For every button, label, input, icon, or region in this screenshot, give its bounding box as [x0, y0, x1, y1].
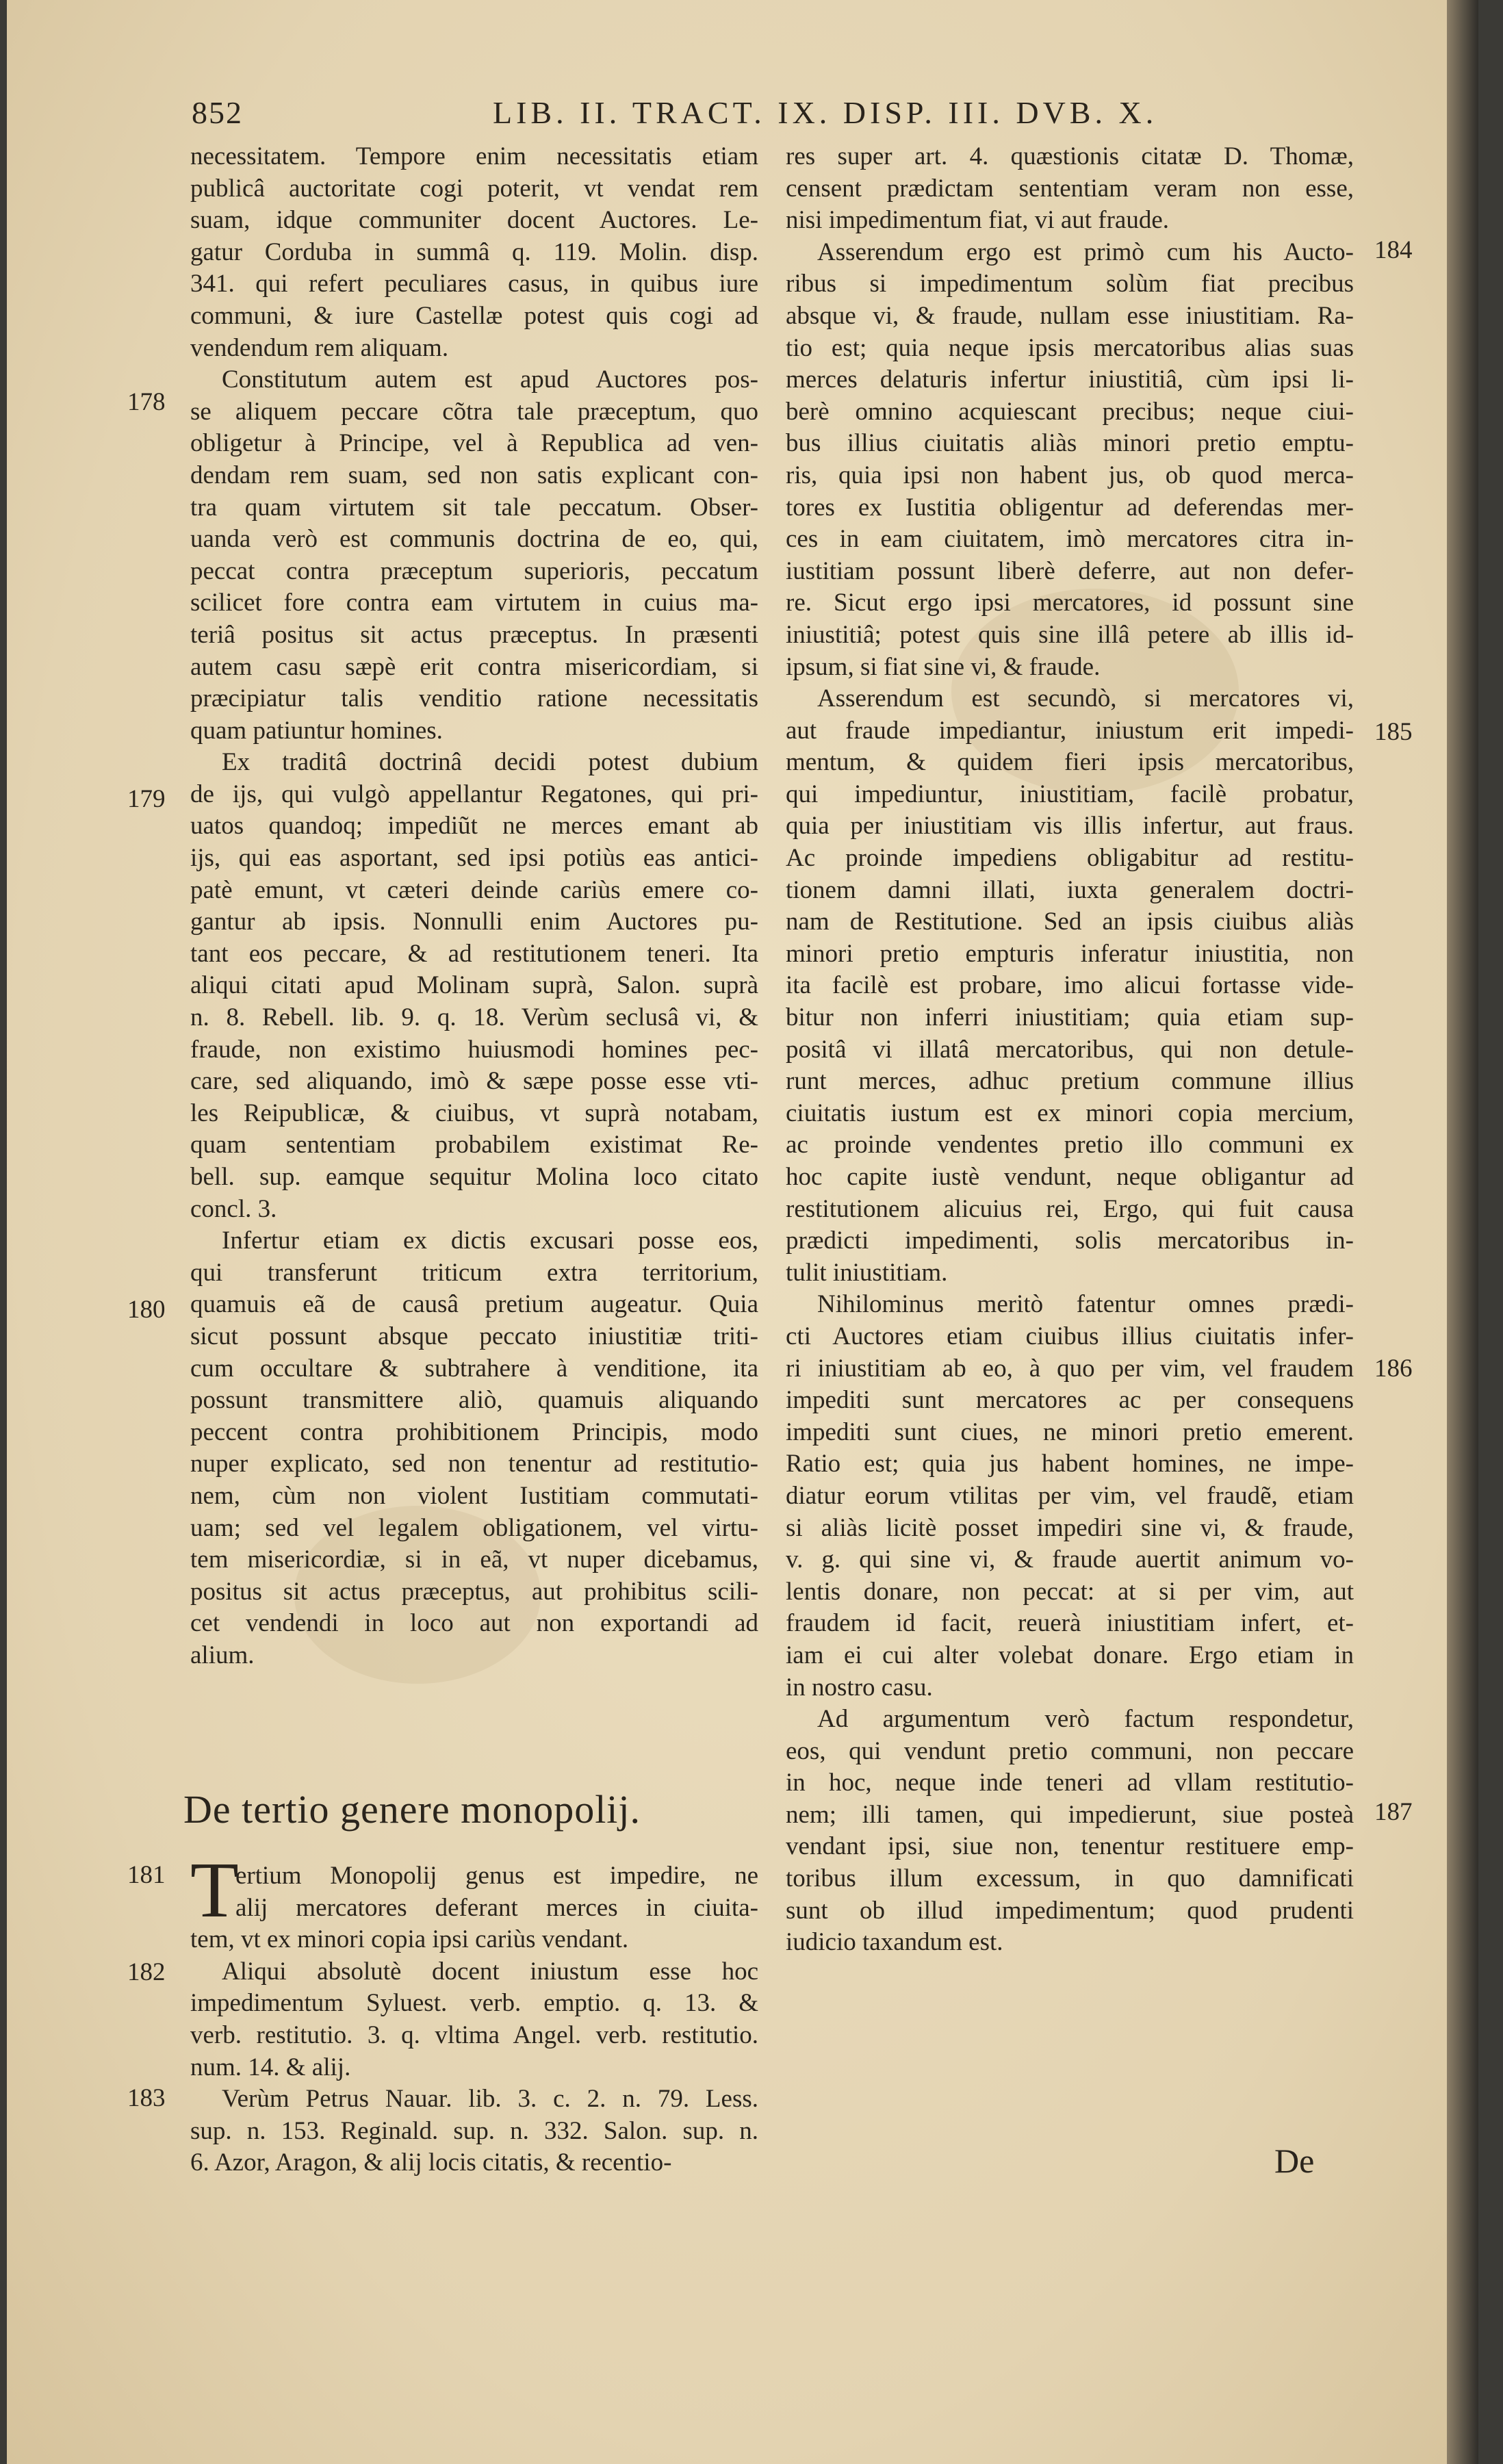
text-line: ribus si impedimentum solùm fiat precibus [786, 270, 1354, 298]
text-line: n. 8. Rebell. lib. 9. q. 18. Verùm seclusâ vi, & [190, 1003, 758, 1032]
text-line: vendendum rem aliquam. [190, 333, 449, 362]
text-line: quam sententiam probabilem existimat Re- [190, 1131, 758, 1159]
text-line: tores ex Iustitia obligentur ad deferendas mer- [786, 493, 1354, 522]
text-line: tulit iniustitiam. [786, 1258, 948, 1287]
text-line: iustitiam possunt liberè deferre, aut non defer- [786, 556, 1354, 585]
text-line: ciuitatis iustum est ex minori copia mercium, [786, 1099, 1354, 1127]
text-line: bus illius ciuitatis aliàs minori pretio emptu- [786, 429, 1354, 458]
text-line: quia per iniustitiam vis illis infertur, aut fraus. [786, 812, 1354, 840]
text-line: ac proinde vendentes pretio illo communi ex [786, 1131, 1354, 1159]
text-line: aut fraude impediantur, iniustum erit impedi- [786, 716, 1354, 745]
text-line: toribus illum excessum, in quo damnificati [786, 1864, 1354, 1893]
text-line: hoc capite iustè vendunt, neque obligantur ad [786, 1163, 1354, 1191]
text-line: Ac proinde impediens obligabitur ad restitu- [786, 844, 1354, 873]
text-line: alij mercatores deferant merces in ciuita- [235, 1893, 758, 1922]
text-line: communi, & iure Castellæ potest quis cogi ad [190, 301, 758, 330]
margin-number: 185 [1374, 718, 1413, 746]
text-line: peccat contra præceptum superioris, peccatum [190, 556, 758, 585]
margin-number: 180 [127, 1296, 166, 1324]
text-line: scilicet fore contra eam virtutem in cuius ma- [190, 589, 758, 617]
text-line: tionem damni illati, iuxta generalem doctri- [786, 875, 1354, 904]
text-line: censent prædictam sententiam veram non esse, [786, 174, 1354, 203]
text-line: absque vi, & fraude, nullam esse iniustitiam. Ra- [786, 301, 1354, 330]
text-line: qui transferunt triticum extra territorium, [190, 1258, 758, 1287]
text-line: ita facilè est probare, imo alicui fortasse vide- [786, 971, 1354, 1000]
text-line: care, sed aliquando, imò & sæpe posse esse vti- [190, 1067, 758, 1096]
text-line: impediti sunt ciues, ne minori pretio emerent. [786, 1417, 1354, 1446]
text-line: positâ vi illatâ mercatoribus, qui non detule- [786, 1035, 1354, 1064]
text-line: concl. 3. [190, 1194, 277, 1223]
text-line: cet vendendi in loco aut non exportandi ad [190, 1609, 758, 1638]
text-line: iniustitiâ; potest quis sine illâ petere ab illis id- [786, 620, 1354, 649]
text-line: qui impediuntur, iniustitiam, facilè probatur, [786, 780, 1354, 808]
text-line: tant eos peccare, & ad restitutionem teneri. Ita [190, 939, 758, 968]
text-line: gatur Corduba in summâ q. 119. Molin. disp. [190, 238, 758, 266]
text-line: fraude, non existimo huiusmodi homines pec- [190, 1035, 758, 1064]
text-line: ijs, qui eas asportant, sed ipsi potiùs eas antici- [190, 844, 758, 873]
text-line: num. 14. & alij. [190, 2053, 351, 2081]
margin-number: 182 [127, 1958, 166, 1986]
text-line: nisi impedimentum fiat, vi aut fraude. [786, 206, 1170, 235]
text-line: berè omnino acquiescant precibus; neque ciui- [786, 397, 1354, 426]
text-line: possunt transmittere aliò, quamuis aliquando [190, 1386, 758, 1415]
text-line: mentum, & quidem fieri ipsis mercatoribus, [786, 748, 1354, 777]
text-line: sicut possunt absque peccato iniustitiæ triti- [190, 1322, 758, 1350]
book-page [7, 0, 1478, 2464]
text-line: nem, cùm non violent Iustitiam commutati- [190, 1481, 758, 1510]
text-line: de ijs, qui vulgò appellantur Regatones, qui pri- [190, 780, 758, 808]
text-line: vendant ipsi, siue non, tenentur restituere emp- [786, 1832, 1354, 1861]
text-line: lentis donare, non peccat: at si per vim, aut [786, 1577, 1354, 1606]
text-line: alium. [190, 1641, 255, 1669]
text-line: eos, qui vendunt pretio communi, non peccare [786, 1736, 1354, 1765]
running-header [192, 94, 1369, 142]
text-line: teriâ positus sit actus præceptus. In præsenti [190, 620, 758, 649]
text-line: si aliàs licitè posset impediri sine vi, & fraude, [786, 1513, 1354, 1542]
text-line: Asserendum est secundò, si mercatores vi, [817, 684, 1354, 713]
text-line: prædicti impedimenti, solis mercatoribus in- [786, 1227, 1354, 1255]
text-line: peccent contra prohibitionem Principis, modo [190, 1417, 758, 1446]
text-line: in nostro casu. [786, 1673, 933, 1702]
text-line: præcipiatur talis venditio ratione necessitatis [190, 684, 758, 713]
text-line: 341. qui refert peculiares casus, in quibus iure [190, 270, 758, 298]
text-line: bitur non inferri iniustitiam; quia etiam sup- [786, 1003, 1354, 1032]
text-line: aliqui citati apud Molinam suprà, Salon. suprà [190, 971, 758, 1000]
margin-number: 179 [127, 785, 166, 813]
drop-cap: T [190, 1847, 239, 1934]
text-line: se aliquem peccare cõtra tale præceptum, quo [190, 397, 758, 426]
text-line: iudicio taxandum est. [786, 1928, 1003, 1957]
left-column [190, 141, 758, 1672]
text-line: Infertur etiam ex dictis excusari posse eos, [222, 1227, 758, 1255]
text-line: cti Auctores etiam ciuibus illius ciuitatis infer- [786, 1322, 1354, 1350]
text-line: suam, idque communiter docent Auctores. Le- [190, 206, 758, 235]
margin-number: 183 [127, 2084, 166, 2112]
text-line: autem casu sæpè erit contra misericordiam, si [190, 652, 758, 681]
left-column-continued [190, 1860, 758, 2179]
text-line: Asserendum ergo est primò cum his Aucto- [817, 238, 1354, 266]
text-line: Nihilominus meritò fatentur omnes prædi- [817, 1290, 1354, 1319]
text-line: necessitatem. Tempore enim necessitatis etiam [190, 142, 758, 170]
text-line: Aliqui absolutè docent iniustum esse hoc [222, 1957, 758, 1986]
catchword: De [1274, 2142, 1315, 2180]
text-line: dendam rem suam, sed non satis explicant con- [190, 461, 758, 489]
text-line: minori pretio empturis inferatur iniustitia, non [786, 939, 1354, 968]
text-line: verb. restitutio. 3. q. vltima Angel. verb. restitutio. [190, 2020, 758, 2049]
text-line: tem misericordiæ, si in eã, vt nuper dicebamus, [190, 1545, 758, 1574]
page-number: 852 [192, 95, 243, 130]
running-head-title: LIB. II. TRACT. IX. DISP. III. DVB. X. [493, 95, 1158, 130]
text-line: cum occultare & subtrahere à venditione, ita [190, 1354, 758, 1383]
text-line: nam de Restitutione. Sed an ipsis ciuibus aliàs [786, 908, 1354, 936]
text-line: ces in eam ciuitatem, imò mercatores citra in- [786, 525, 1354, 554]
text-line: publicâ auctoritate cogi poterit, vt vendat rem [190, 174, 758, 203]
text-line: Verùm Petrus Nauar. lib. 3. c. 2. n. 79. Less. [222, 2085, 758, 2114]
margin-number: 187 [1374, 1798, 1413, 1826]
text-line: ipsum, si fiat sine vi, & fraude. [786, 652, 1101, 681]
text-line: Ratio est; quia jus habent homines, ne impe- [786, 1450, 1354, 1478]
text-line: fraudem id facit, reuerà iniustitiam infert, et- [786, 1609, 1354, 1638]
text-line: obligetur à Principe, vel à Republica ad ven- [190, 429, 758, 458]
text-line: bell. sup. eamque sequitur Molina loco citato [190, 1163, 758, 1191]
text-line: uatos quandoq; impediũt ne merces emant ab [190, 812, 758, 840]
text-line: merces delaturis infertur iniustitiâ, cùm ipsi li- [786, 365, 1354, 394]
text-line: runt merces, adhuc pretium commune illius [786, 1067, 1354, 1096]
text-line: patè emunt, vt cæteri deinde cariùs emere co- [190, 875, 758, 904]
text-line: impedimentum Syluest. verb. emptio. q. 13. & [190, 1989, 758, 2018]
text-line: sup. n. 153. Reginald. sup. n. 332. Salon. sup. n. [190, 2116, 758, 2145]
text-line: restitutionem alicuius rei, Ergo, qui fuit causa [786, 1194, 1354, 1223]
margin-number: 178 [127, 388, 166, 416]
text-line: ri iniustitiam ab eo, à quo per vim, vel fraudem [786, 1354, 1354, 1383]
margin-number: 184 [1374, 236, 1413, 264]
text-line: Constitutum autem est apud Auctores pos- [222, 365, 758, 394]
text-line: quam patiuntur homines. [190, 716, 443, 745]
margin-number: 186 [1374, 1355, 1413, 1383]
text-line: tio est; quia neque ipsis mercatoribus alias suas [786, 333, 1354, 362]
book-gutter [1447, 0, 1478, 2464]
text-line: sunt ob illud impedimentum; quod prudenti [786, 1896, 1354, 1925]
text-line: in hoc, neque inde teneri ad vllam restitutio- [786, 1769, 1354, 1797]
text-line: uam; sed vel legalem obligationem, vel virtu- [190, 1513, 758, 1542]
text-line: ris, quia ipsi non habent jus, ob quod merca- [786, 461, 1354, 489]
text-line: res super art. 4. quæstionis citatæ D. Thomæ, [786, 142, 1354, 170]
text-line: uanda verò est communis doctrina de eo, qui, [190, 525, 758, 554]
text-line: diatur eorum vtilitas per vim, vel fraudẽ, etiam [786, 1481, 1354, 1510]
text-line: impediti sunt mercatores ac per consequens [786, 1386, 1354, 1415]
text-line: 6. Azor, Aragon, & alij locis citatis, & recentio- [190, 2148, 672, 2177]
text-line: Ex traditâ doctrinâ decidi potest dubium [222, 748, 758, 777]
text-line: nuper explicato, sed non tenentur ad restitutio- [190, 1450, 758, 1478]
text-line: les Reipublicæ, & ciuibus, vt suprà notabam, [190, 1099, 758, 1127]
text-line: quamuis eã de causâ pretium augeatur. Quia [190, 1290, 758, 1319]
section-heading: De tertio genere monopolij. [183, 1787, 641, 1832]
text-line: iam ei cui alter volebat donare. Ergo etiam in [786, 1641, 1354, 1669]
text-line: tra quam virtutem sit tale peccatum. Obser- [190, 493, 758, 522]
text-line: positus sit actus præceptus, aut prohibitus scili- [190, 1577, 758, 1606]
right-column [786, 141, 1354, 1959]
text-line: gantur ab ipsis. Nonnulli enim Auctores pu- [190, 908, 758, 936]
text-line: Ad argumentum verò factum respondetur, [817, 1705, 1354, 1734]
margin-number: 181 [127, 1861, 166, 1889]
text-line: re. Sicut ergo ipsi mercatores, id possunt sine [786, 589, 1354, 617]
text-line: tem, vt ex minori copia ipsi cariùs vendant. [190, 1925, 629, 1954]
text-line: v. g. qui sine vi, & fraude auertit animum vo- [786, 1545, 1354, 1574]
text-line: ertium Monopolij genus est impedire, ne [235, 1862, 758, 1890]
text-line: nem; illi tamen, qui impedierunt, siue posteà [786, 1800, 1354, 1829]
